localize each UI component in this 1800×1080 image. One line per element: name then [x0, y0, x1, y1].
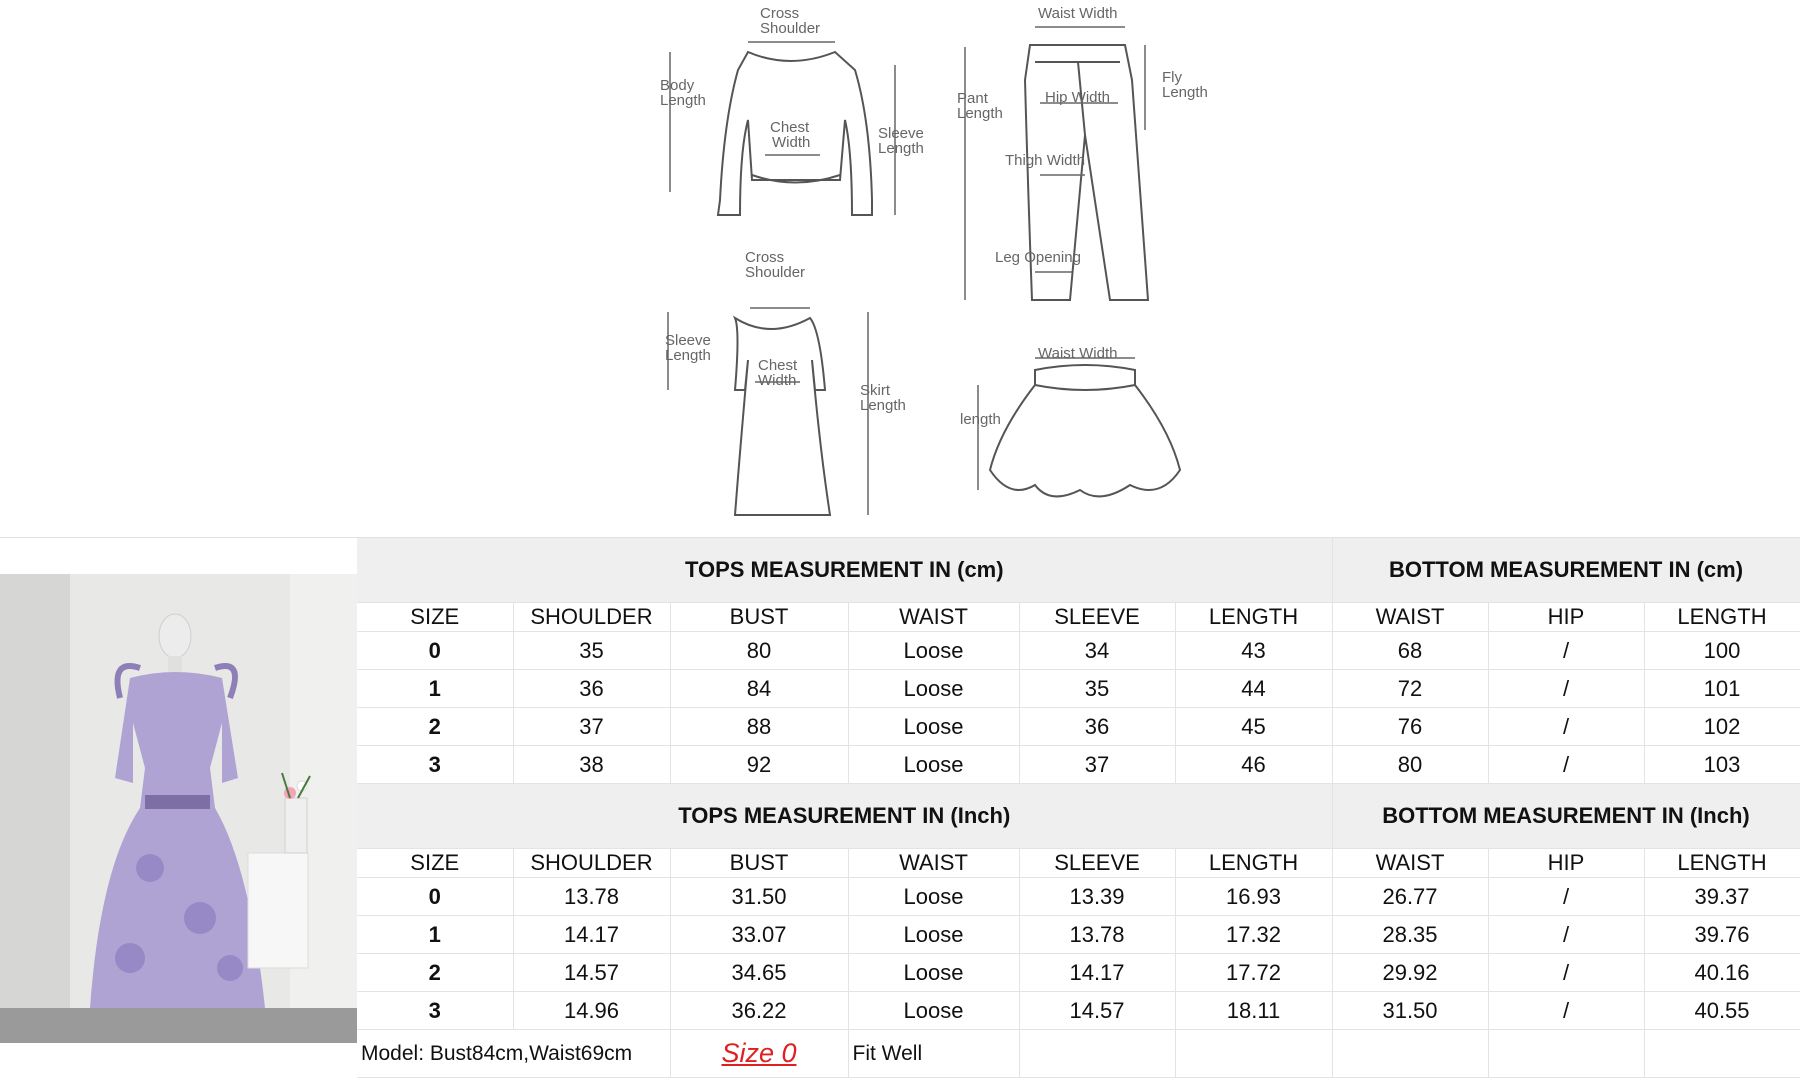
dress-cross-shoulder-label: Cross [745, 249, 785, 266]
table-cell: 17.72 [1175, 954, 1332, 992]
inch-column-headers [357, 849, 1800, 878]
model-size: Size 0 [721, 1038, 797, 1068]
cm-section-header [357, 538, 1800, 603]
table-cell: 37 [513, 708, 670, 746]
table-cell: 34.65 [670, 954, 848, 992]
svg-text:Length: Length [1162, 84, 1208, 101]
table-cell: 14.17 [1019, 954, 1175, 992]
col-header: SHOULDER [513, 603, 670, 632]
table-cell: 80 [670, 632, 848, 670]
empty-cell [1175, 1030, 1332, 1078]
table-cell: 36.22 [670, 992, 848, 1030]
svg-text:Width: Width [772, 134, 811, 151]
col-header: SIZE [357, 849, 513, 878]
col-header: WAIST [848, 603, 1019, 632]
table-row [357, 708, 1800, 746]
table-cell: 39.37 [1644, 878, 1800, 916]
table-cell: 13.78 [1019, 916, 1175, 954]
size-cell: 2 [357, 954, 513, 992]
svg-text:Length: Length [660, 92, 706, 109]
measurement-diagram [640, 0, 1240, 530]
table-cell: 40.55 [1644, 992, 1800, 1030]
shirt-chest-width-label: Chest [770, 119, 810, 136]
table-cell: 44 [1175, 670, 1332, 708]
table-cell: 39.76 [1644, 916, 1800, 954]
shirt-body-length-label: Body [660, 77, 695, 94]
table-cell: 43 [1175, 632, 1332, 670]
table-cell: Loose [848, 916, 1019, 954]
table-cell: Loose [848, 708, 1019, 746]
skirt-sketch [990, 365, 1180, 496]
table-cell: Loose [848, 632, 1019, 670]
table-cell: 84 [670, 670, 848, 708]
svg-text:Length: Length [957, 105, 1003, 122]
col-header: LENGTH [1644, 849, 1800, 878]
svg-text:Shoulder: Shoulder [745, 264, 806, 281]
table-cell: 17.32 [1175, 916, 1332, 954]
table-cell: 101 [1644, 670, 1800, 708]
table-cell: / [1488, 670, 1644, 708]
table-cell: 18.11 [1175, 992, 1332, 1030]
table-cell: / [1488, 878, 1644, 916]
table-cell: 38 [513, 746, 670, 784]
col-header: LENGTH [1175, 849, 1332, 878]
col-header: BUST [670, 603, 848, 632]
col-header: SIZE [357, 603, 513, 632]
table-cell: 14.17 [513, 916, 670, 954]
table-cell: / [1488, 954, 1644, 992]
fit-note: Fit Well [848, 1030, 1019, 1078]
table-cell: 76 [1332, 708, 1488, 746]
svg-text:Length: Length [878, 140, 924, 157]
table-cell: 28.35 [1332, 916, 1488, 954]
table-cell: 72 [1332, 670, 1488, 708]
svg-text:Shoulder: Shoulder [760, 20, 821, 37]
table-cell: / [1488, 746, 1644, 784]
garment-sketches [640, 0, 1240, 530]
table-cell: 80 [1332, 746, 1488, 784]
table-row [357, 916, 1800, 954]
col-header: LENGTH [1175, 603, 1332, 632]
svg-text:Width: Width [758, 372, 797, 389]
pants-thigh-width-label: Thigh Width [1005, 152, 1086, 169]
empty-cell [1488, 1030, 1644, 1078]
cm-column-headers [357, 603, 1800, 632]
pants-leg-opening-label: Leg Opening [995, 249, 1081, 266]
dress-sketch [735, 318, 830, 515]
col-header: HIP [1488, 849, 1644, 878]
pants-pant-length-label: Pant [957, 90, 988, 107]
table-row [357, 632, 1800, 670]
empty-cell [1644, 1030, 1800, 1078]
table-cell: 31.50 [670, 878, 848, 916]
table-cell: 14.57 [1019, 992, 1175, 1030]
table-cell: Loose [848, 878, 1019, 916]
shirt-sleeve-length-label: Sleeve [878, 125, 924, 142]
size-chart-table [357, 538, 1800, 1078]
dress-chest-width-label: Chest [758, 357, 798, 374]
table-cell: Loose [848, 746, 1019, 784]
table-cell: 26.77 [1332, 878, 1488, 916]
table-cell: 68 [1332, 632, 1488, 670]
table-cell: 16.93 [1175, 878, 1332, 916]
table-cell: / [1488, 916, 1644, 954]
table-cell: 13.39 [1019, 878, 1175, 916]
table-cell: 35 [1019, 670, 1175, 708]
model-info-row [357, 1030, 1800, 1078]
table-cell: / [1488, 632, 1644, 670]
table-cell: / [1488, 708, 1644, 746]
inch-section-header [357, 784, 1800, 849]
empty-cell [1332, 1030, 1488, 1078]
table-cell: 36 [1019, 708, 1175, 746]
table-cell: Loose [848, 670, 1019, 708]
dress-skirt-length-label: Skirt [860, 382, 890, 399]
size-cell: 0 [357, 878, 513, 916]
table-cell: 29.92 [1332, 954, 1488, 992]
table-row [357, 670, 1800, 708]
col-header: WAIST [1332, 603, 1488, 632]
size-cell: 0 [357, 632, 513, 670]
table-cell: 13.78 [513, 878, 670, 916]
table-cell: 88 [670, 708, 848, 746]
size-chart [357, 538, 1800, 1080]
size-cell: 1 [357, 916, 513, 954]
table-cell: 102 [1644, 708, 1800, 746]
table-cell: 34 [1019, 632, 1175, 670]
table-cell: 100 [1644, 632, 1800, 670]
tops-cm-title: TOPS MEASUREMENT IN (cm) [357, 538, 1332, 603]
col-header: LENGTH [1644, 603, 1800, 632]
bottom-inch-title: BOTTOM MEASUREMENT IN (Inch) [1332, 784, 1800, 849]
shirt-cross-shoulder-label: Cross [760, 5, 800, 22]
pants-waist-width-label: Waist Width [1038, 5, 1118, 22]
table-cell: 14.57 [513, 954, 670, 992]
col-header: BUST [670, 849, 848, 878]
table-cell: 35 [513, 632, 670, 670]
table-cell: Loose [848, 992, 1019, 1030]
model-info: Model: Bust84cm,Waist69cm [357, 1030, 670, 1078]
col-header: SLEEVE [1019, 603, 1175, 632]
table-cell: 33.07 [670, 916, 848, 954]
svg-text:Length: Length [860, 397, 906, 414]
col-header: HIP [1488, 603, 1644, 632]
skirt-length-label: length [960, 411, 1001, 428]
table-row [357, 746, 1800, 784]
table-cell: / [1488, 992, 1644, 1030]
table-cell: 45 [1175, 708, 1332, 746]
table-row [357, 954, 1800, 992]
model-size-cell [670, 1030, 848, 1078]
col-header: SLEEVE [1019, 849, 1175, 878]
dress-sleeve-length-label: Sleeve [665, 332, 711, 349]
measurement-diagram-area [0, 0, 1800, 538]
size-cell: 3 [357, 992, 513, 1030]
table-cell: 46 [1175, 746, 1332, 784]
table-cell: 37 [1019, 746, 1175, 784]
col-header: SHOULDER [513, 849, 670, 878]
table-row [357, 878, 1800, 916]
empty-cell [1019, 1030, 1175, 1078]
table-cell: 103 [1644, 746, 1800, 784]
col-header: WAIST [1332, 849, 1488, 878]
svg-text:Length: Length [665, 347, 711, 364]
table-cell: 36 [513, 670, 670, 708]
size-cell: 2 [357, 708, 513, 746]
size-cell: 1 [357, 670, 513, 708]
table-cell: Loose [848, 954, 1019, 992]
table-cell: 92 [670, 746, 848, 784]
skirt-waist-width-label: Waist Width [1038, 345, 1118, 362]
pants-fly-length-label: Fly [1162, 69, 1182, 86]
size-cell: 3 [357, 746, 513, 784]
col-header: WAIST [848, 849, 1019, 878]
table-cell: 31.50 [1332, 992, 1488, 1030]
table-cell: 40.16 [1644, 954, 1800, 992]
table-row [357, 992, 1800, 1030]
model-photo [0, 538, 357, 1080]
pants-hip-width-label: Hip Width [1045, 89, 1111, 106]
tops-inch-title: TOPS MEASUREMENT IN (Inch) [357, 784, 1332, 849]
bottom-cm-title: BOTTOM MEASUREMENT IN (cm) [1332, 538, 1800, 603]
table-cell: 14.96 [513, 992, 670, 1030]
